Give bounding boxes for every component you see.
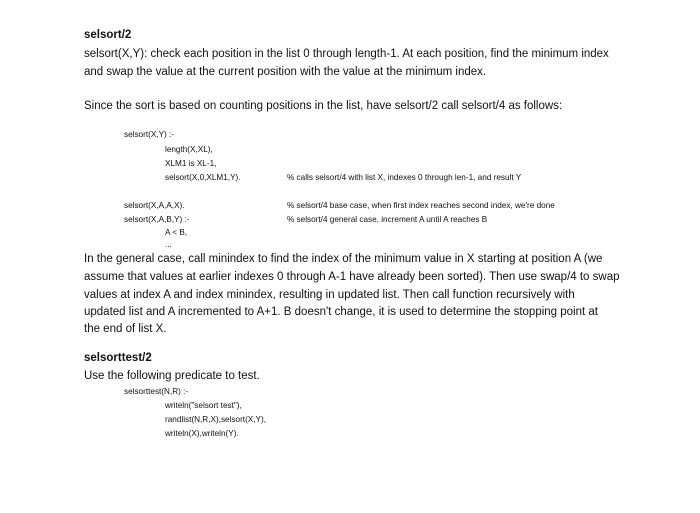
code-line: selsort(X,A,B,Y) :- [124, 215, 190, 224]
general-case-line: updated list and A incremented to A+1. B doesn't change, it is used to determine the stopping point at [84, 306, 598, 318]
code-line: XLM1 is XL-1, [165, 159, 217, 168]
code-line: writeln("selsort test"), [165, 401, 242, 410]
general-case-line: In the general case, call minindex to find the index of the minimum value in X starting at position A (we [84, 253, 603, 265]
description-line: selsort(X,Y): check each position in the list 0 through length-1. At each position, find the minimum index [84, 48, 609, 60]
section-heading-selsorttest: selsorttest/2 [84, 352, 152, 364]
code-comment: % selsort/4 base case, when first index reaches second index, we're done [287, 201, 555, 210]
code-line: selsorttest(N,R) :- [124, 387, 189, 396]
general-case-line: the end of list X. [84, 323, 167, 335]
code-line: length(X,XL), [165, 145, 213, 154]
code-line: selsort(X,Y) :- [124, 130, 175, 139]
general-case-line: assume that values at earlier indexes 0 through A-1 have already been sorted). Then use swap/4 to swap [84, 271, 620, 283]
general-case-line: values at index A and index minindex, resulting in updated list. Then call function recursively with [84, 289, 575, 301]
intro-line: Use the following predicate to test. [84, 370, 260, 382]
description-line: and swap the value at the current position with the value at the minimum index. [84, 66, 487, 78]
code-line: selsort(X,A,A,X). [124, 201, 185, 210]
note-line: Since the sort is based on counting positions in the list, have selsort/2 call selsort/4 as follows: [84, 100, 563, 112]
section-heading-selsort: selsort/2 [84, 29, 132, 41]
code-line: writeln(X),writeln(Y). [165, 429, 239, 438]
code-comment: % selsort/4 general case, increment A until A reaches B [287, 215, 488, 224]
code-line: selsort(X,0,XLM1,Y). [165, 173, 241, 182]
code-line: randlist(N,R,X),selsort(X,Y), [165, 415, 266, 424]
code-comment: % calls selsort/4 with list X, indexes 0 through len-1, and result Y [287, 173, 522, 182]
code-ellipsis: ... [165, 240, 172, 249]
code-line: A < B, [165, 228, 188, 237]
